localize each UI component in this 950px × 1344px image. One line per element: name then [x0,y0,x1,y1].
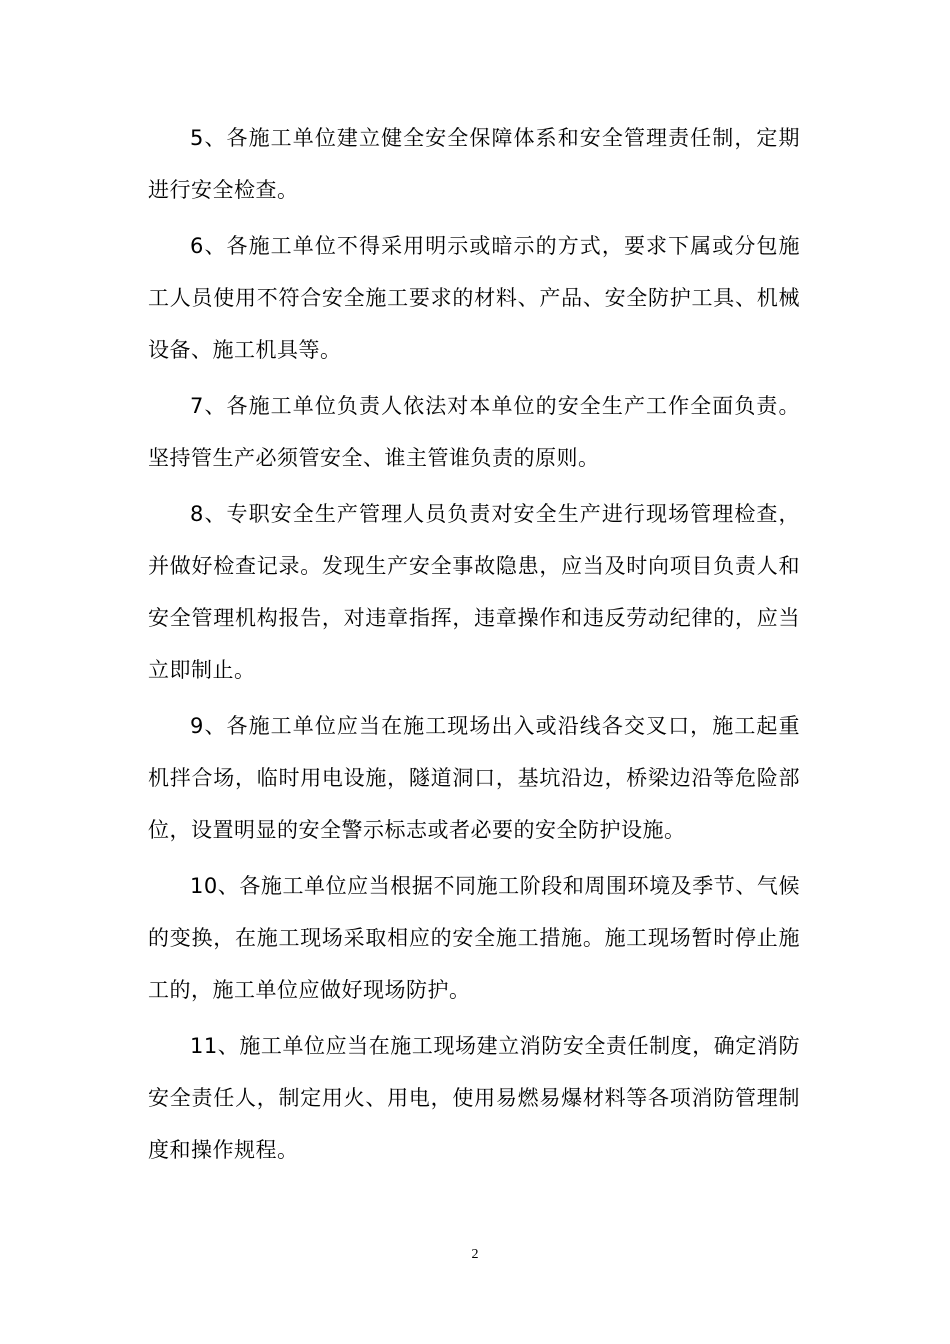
paragraph-item-7: 7、各施工单位负责人依法对本单位的安全生产工作全面负责。坚持管生产必须管安全、谁主管谁负责的原则。 [148,394,800,470]
paragraph-item-9: 9、各施工单位应当在施工现场出入或沿线各交叉口，施工起重机拌合场，临时用电设施，隧道洞口，基坑沿边，桥梁边沿等危险部位，设置明显的安全警示标志或者必要的安全防护设施。 [148,714,800,842]
paragraph-item-6: 6、各施工单位不得采用明示或暗示的方式，要求下属或分包施工人员使用不符合安全施工要求的材料、产品、安全防护工具、机械设备、施工机具等。 [148,234,800,362]
paragraph-item-8: 8、专职安全生产管理人员负责对安全生产进行现场管理检查，并做好检查记录。发现生产安全事故隐患，应当及时向项目负责人和安全管理机构报告，对违章指挥，违章操作和违反劳动纪律的，应当立即制止。 [148,502,800,682]
paragraph-item-10: 10、各施工单位应当根据不同施工阶段和周围环境及季节、气候的变换，在施工现场采取相应的安全施工措施。施工现场暂时停止施工的，施工单位应做好现场防护。 [148,874,800,1002]
paragraph-item-5: 5、各施工单位建立健全安全保障体系和安全管理责任制，定期进行安全检查。 [148,126,800,202]
page-number: 2 [471,1247,479,1262]
document-body [148,112,800,1180]
paragraph-item-11: 11、施工单位应当在施工现场建立消防安全责任制度，确定消防安全责任人，制定用火、用电，使用易燃易爆材料等各项消防管理制度和操作规程。 [148,1034,800,1162]
